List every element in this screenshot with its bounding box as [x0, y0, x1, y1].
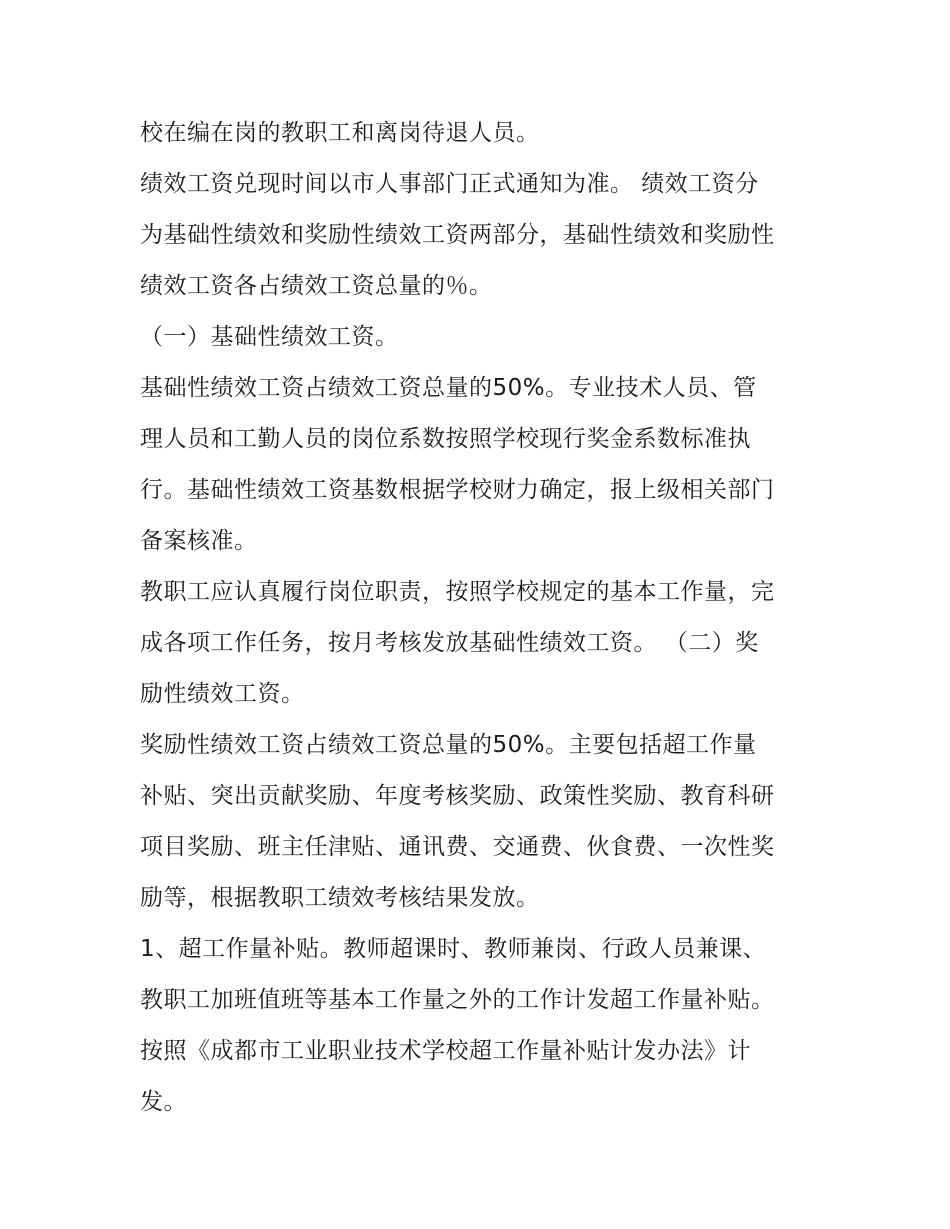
text-line: 项目奖励、班主任津贴、通讯费、交通费、伙食费、一次性奖 — [140, 834, 775, 860]
text-line: 为基础性绩效和奖励性绩效工资两部分，基础性绩效和奖励性 — [140, 222, 775, 248]
text-line: 1、超工作量补贴。教师超课时、教师兼岗、行政人员兼课、 — [140, 936, 767, 962]
text-line: 补贴、突出贡献奖励、年度考核奖励、政策性奖励、教育科研 — [140, 783, 775, 809]
text-line: 行。基础性绩效工资基数根据学校财力确定，报上级相关部门 — [140, 477, 775, 503]
text-line: 奖励性绩效工资占绩效工资总量的50%。主要包括超工作量 — [140, 732, 757, 758]
text-line: 绩效工资各占绩效工资总量的％。 — [140, 273, 493, 299]
text-line: 励性绩效工资。 — [140, 681, 305, 707]
text-line: 基础性绩效工资占绩效工资总量的50%。专业技术人员、管 — [140, 375, 757, 401]
text-line: 按照《成都市工业职业技术学校超工作量补贴计发办法》计 — [140, 1038, 751, 1064]
text-line: 教职工加班值班等基本工作量之外的工作计发超工作量补贴。 — [140, 987, 775, 1013]
text-line: 校在编在岗的教职工和离岗待退人员。 — [140, 120, 540, 146]
text-line: 绩效工资兑现时间以市人事部门正式通知为准。 绩效工资分 — [140, 171, 759, 197]
text-line: 备案核准。 — [140, 528, 258, 554]
section-heading: （一）基础性绩效工资。 — [140, 324, 399, 350]
text-line: 教职工应认真履行岗位职责，按照学校规定的基本工作量，完 — [140, 579, 775, 605]
text-line: 励等，根据教职工绩效考核结果发放。 — [140, 885, 540, 911]
text-line: 发。 — [140, 1089, 187, 1115]
text-line: 理人员和工勤人员的岗位系数按照学校现行奖金系数标准执 — [140, 426, 751, 452]
text-line: 成各项工作任务，按月考核发放基础性绩效工资。 （二）奖 — [140, 630, 759, 656]
document-body — [140, 108, 820, 1128]
